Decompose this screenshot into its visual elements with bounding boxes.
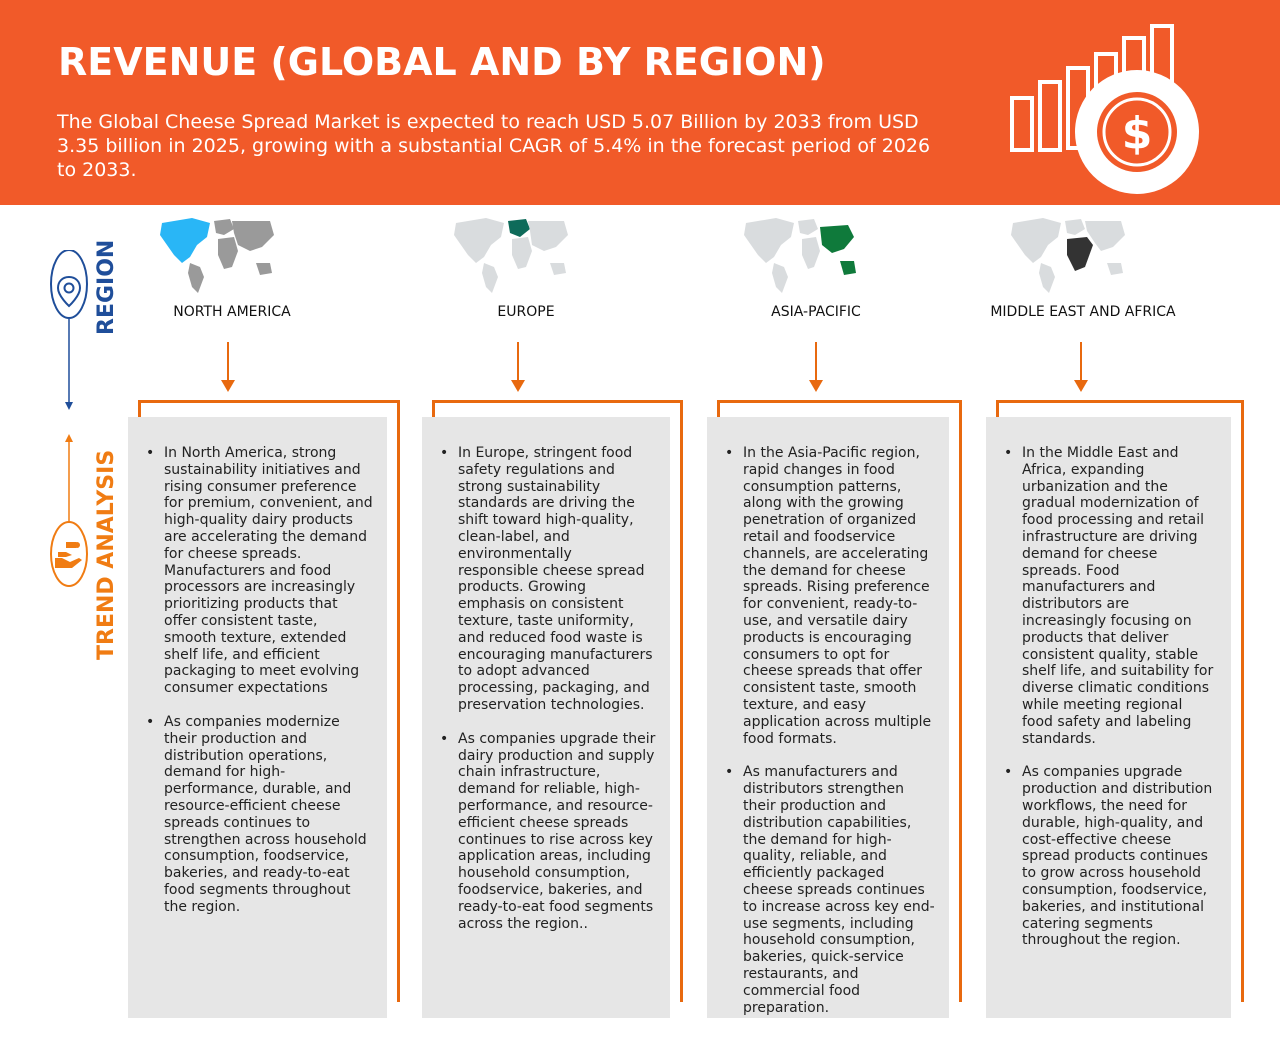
trend-panel-europe [422, 417, 670, 1018]
region-name-north-america: NORTH AMERICA [173, 304, 291, 320]
world-map-europe-icon [446, 215, 571, 295]
panel-frame-tick [138, 400, 141, 418]
svg-text:$: $ [1121, 108, 1153, 159]
down-arrow-icon [218, 342, 238, 394]
region-name-middle-east-africa: MIDDLE EAST AND AFRICA [990, 304, 1176, 320]
down-arrow-icon [508, 342, 528, 394]
list-item: • As companies upgrade production and distribution workflows, the need for durable, high-quality, and cost-effective cheese spread products continues to grow across household consumption, foodservice, bakeries, and institutional catering segments throughout the region. [1008, 764, 1217, 949]
trend-list [986, 417, 1231, 949]
panel-frame-tick [432, 400, 435, 418]
world-map-asia-pacific-icon [736, 215, 861, 295]
list-item: • As companies modernize their production and distribution operations, demand for high-performance, durable, and resource-efficient cheese spreads continues to strengthen across household consumption, foodservice, bakeries, and ready-to-eat food segments throughout the region. [150, 714, 373, 916]
down-arrow-icon [806, 342, 826, 394]
trend-analysis-side-label: TREND ANALYSIS [94, 449, 119, 660]
revenue-growth-dollar-icon [1000, 20, 1220, 200]
down-arrow-icon [1071, 342, 1091, 394]
page-subtitle: The Global Cheese Spread Market is expected to reach USD 5.07 Billion by 2033 from USD 3.35 billion in 2025, growing with a substantial CAGR of 5.4% in the forecast period of 2026 to 2033. [57, 111, 931, 181]
region-side-label: REGION [94, 239, 119, 335]
header-banner [0, 0, 1280, 205]
list-item: • As manufacturers and distributors strengthen their production and distribution capabilities, the demand for high-quality, reliable, and efficiently packaged cheese spreads continues to increase across key end-use segments, including household consumption, bakeries, quick-service restaurants, and commercial food preparation. [729, 764, 935, 1016]
list-item: • In Europe, stringent food safety regulations and strong sustainability standards are driving the shift toward high-quality, clean-label, and environmentally responsible cheese spread products. Growing emphasis on consistent texture, taste uniformity, and reduced food waste is encouraging manufacturers to adopt advanced processing, packaging, and preservation technologies. [444, 445, 656, 714]
list-item: • In the Asia-Pacific region, rapid changes in food consumption patterns, along with the growing penetration of organized retail and foodservice channels, are accelerating the demand for cheese spreads. Rising preference for convenient, ready-to-use, and versatile dairy products is encouraging consumers to opt for cheese spreads that offer consistent taste, smooth texture, and easy application across multiple food formats. [729, 445, 935, 747]
world-map-middle-east-africa-icon [1003, 215, 1128, 295]
region-name-europe: EUROPE [497, 304, 555, 320]
hand-money-icon [52, 538, 86, 572]
trend-list [707, 417, 949, 1016]
panel-frame-tick [996, 400, 999, 418]
panel-frame-tick [717, 400, 720, 418]
trend-list [422, 417, 670, 932]
list-item: • In the Middle East and Africa, expanding urbanization and the gradual modernization of food processing and retail infrastructure are driving demand for cheese spreads. Food manufacturers and distributors are increasingly focusing on products that deliver consistent quality, stable shelf life, and suitability for diverse climatic conditions while meeting regional food safety and labeling standards. [1008, 445, 1217, 747]
trend-list [128, 417, 387, 916]
location-pin-icon [55, 275, 83, 309]
list-item: • As companies upgrade their dairy production and supply chain infrastructure, demand for reliable, high-performance, and resource-efficient cheese spreads continues to rise across key application areas, including household consumption, foodservice, bakeries, and ready-to-eat food segments across the region.. [444, 731, 656, 933]
page-title: REVENUE (GLOBAL AND BY REGION) [58, 40, 826, 84]
region-name-asia-pacific: ASIA-PACIFIC [771, 304, 861, 320]
world-map-north-america-icon [152, 215, 277, 295]
trend-panel-north-america [128, 417, 387, 1018]
list-item: • In North America, strong sustainability initiatives and rising consumer preference for premium, convenient, and high-quality dairy products are accelerating the demand for cheese spreads. Manufacturers and food processors are increasingly prioritizing products that offer consistent taste, smooth texture, extended shelf life, and efficient packaging to meet evolving consumer expectations [150, 445, 373, 697]
trend-panel-middle-east-africa [986, 417, 1231, 1018]
trend-panel-asia-pacific [707, 417, 949, 1018]
